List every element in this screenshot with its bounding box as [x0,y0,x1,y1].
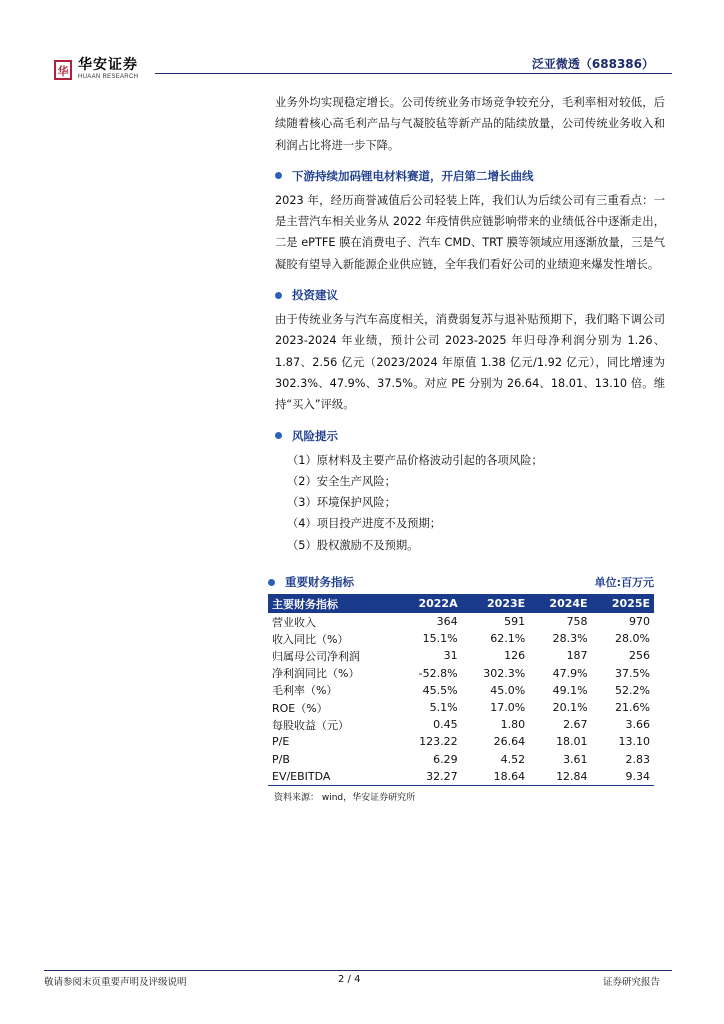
report-body [275,92,665,556]
row-label: 收入同比（%） [272,632,349,646]
risk-item: （1）原材料及主要产品价格波动引起的各项风险； [287,453,543,467]
row-label: 营业收入 [272,615,316,629]
row-label: 净利润同比（%） [272,667,360,681]
row-label: 每股收益（元） [272,718,349,732]
table-cell: 31 [443,649,458,663]
row-label: EV/EBITDA [268,768,398,786]
risk-list [275,450,665,556]
risk-item: （3）环境保护风险； [287,496,396,510]
row-label: P/E [272,735,290,749]
table-unit: 单位:百万元 [594,576,654,589]
column-header: 2022A [398,594,462,613]
table-cell: 13.10 [618,735,650,749]
table-cell: 18.64 [462,768,530,786]
table-cell: 20.1% [552,701,588,715]
logo-english-name: HUAAN RESEARCH [78,74,139,80]
table-cell: 28.0% [615,632,650,646]
table-cell: 364 [436,615,458,629]
table-row [268,665,654,682]
table-cell: 15.1% [422,632,458,646]
report-title: 泛亚微透（688386） [531,57,654,71]
row-label: P/B [272,752,290,766]
table-cell: 126 [504,649,526,663]
table-cell: 6.29 [433,752,458,766]
section-heading-text: 投资建议 [292,288,338,303]
table-cell: -52.8% [418,666,458,680]
table-cell: 2.83 [625,752,650,766]
section-heading-risk [275,428,665,444]
table-row [268,682,654,699]
table-cell: 302.3% [483,666,526,680]
bullet-icon [268,579,275,586]
table-cell: 5.1% [429,701,458,715]
table-cell: 9.34 [592,768,654,786]
table-cell: 45.5% [422,683,458,697]
table-row [268,613,654,630]
table-cell: 758 [566,615,588,629]
financial-table [268,594,654,786]
table-cell: 62.1% [490,632,526,646]
table-cell: 49.1% [552,683,588,697]
table-cell: 4.52 [500,752,526,766]
table-row [268,716,654,733]
column-header: 主要财务指标 [268,594,398,613]
table-row [268,768,654,786]
table-cell: 3.66 [625,718,650,732]
footer-divider [44,970,672,971]
source-note: 资料来源： wind，华安证券研究所 [274,792,416,803]
risk-item: （2）安全生产风险； [287,474,396,488]
bullet-icon [275,292,282,299]
table-cell: 47.9% [552,666,588,680]
table-title-text: 重要财务指标 [285,575,354,589]
table-cell: 26.64 [493,735,526,749]
row-label: 毛利率（%） [272,684,338,698]
table-cell: 123.22 [419,735,458,749]
table-cell: 17.0% [490,701,526,715]
table-cell: 37.5% [615,666,650,680]
table-cell: 256 [629,649,650,663]
table-title [268,574,354,590]
header-divider [155,73,672,74]
table-header-row [268,574,654,590]
investment-paragraph: 由于传统业务与汽车高度相关，消费弱复苏与退补贴预期下，我们略下调公司 2023-2024 年业绩，预计公司 2023-2025 年归母净利润分别为 1.26、1.87、2.56 亿元（2023/2024 年原值 1.38 亿元/1.92 亿元），同比增速为 302.3%、47.9%、37.5%。对应 PE 分别为 26.64、18.01、13.10 倍。维持“买入”评级。 [275,313,665,412]
row-label: 归属母公司净利润 [272,649,360,663]
intro-paragraph: 业务外均实现稳定增长。公司传统业务市场竞争较充分，毛利率相对较低，后续随着核心高毛利产品与气凝胶毡等新产品的陆续放量，公司传统业务收入和利润占比将进一步下降。 [275,96,665,152]
table-cell: 52.2% [615,683,650,697]
table-cell: 970 [629,615,650,629]
section-heading-growth [275,168,665,184]
logo-chinese-name: 华安证券 [78,57,138,73]
table-row [268,699,654,716]
logo-text [78,58,138,81]
footer-disclaimer: 敬请参阅末页重要声明及评级说明 [44,977,187,988]
risk-item: （4）项目投产进度不及预期； [287,517,442,531]
column-header: 2024E [529,594,591,613]
table-cell: 18.01 [556,735,588,749]
table-cell: 187 [566,649,588,663]
financial-table-section [268,574,654,803]
table-cell: 591 [504,615,526,629]
section-heading-text: 风险提示 [292,428,338,443]
table-cell: 32.27 [398,768,462,786]
section-heading-text: 下游持续加码锂电材料赛道，开启第二增长曲线 [292,168,534,183]
footer-report-type: 证券研究报告 [602,977,660,988]
bullet-icon [275,172,282,179]
section-heading-investment [275,287,665,303]
table-row [268,751,654,768]
table-row [268,647,654,664]
table-cell: 2.67 [563,718,588,732]
table-cell: 3.61 [563,752,588,766]
table-cell: 28.3% [552,632,588,646]
bullet-icon [275,432,282,439]
row-label: ROE（%） [272,701,328,715]
table-cell: 45.0% [490,683,526,697]
table-cell: 1.80 [500,718,526,732]
company-logo [54,58,138,81]
growth-paragraph: 2023 年，经历商誉减值后公司轻装上阵，我们认为后续公司有三重看点：一是主营汽车相关业务从 2022 年疫情供应链影响带来的业绩低谷中逐渐走出，二是 ePTFE 膜在消费电子、汽车 CMD、TRT 膜等领域应用逐渐放量，三是气凝胶有望导入新能源企业供应链，全年我们看好公司的业绩迎来爆发性增长。 [275,193,665,271]
risk-item: （5）股权激励不及预期。 [287,538,419,552]
column-header: 2025E [592,594,654,613]
table-row [268,630,654,647]
table-column-headers [268,594,654,613]
table-row [268,733,654,750]
page-number: 2 / 4 [338,974,361,985]
table-cell: 21.6% [615,701,650,715]
table-cell: 12.84 [529,768,591,786]
column-header: 2023E [462,594,530,613]
table-cell: 0.45 [433,718,458,732]
logo-seal-icon: 华 [54,60,72,80]
